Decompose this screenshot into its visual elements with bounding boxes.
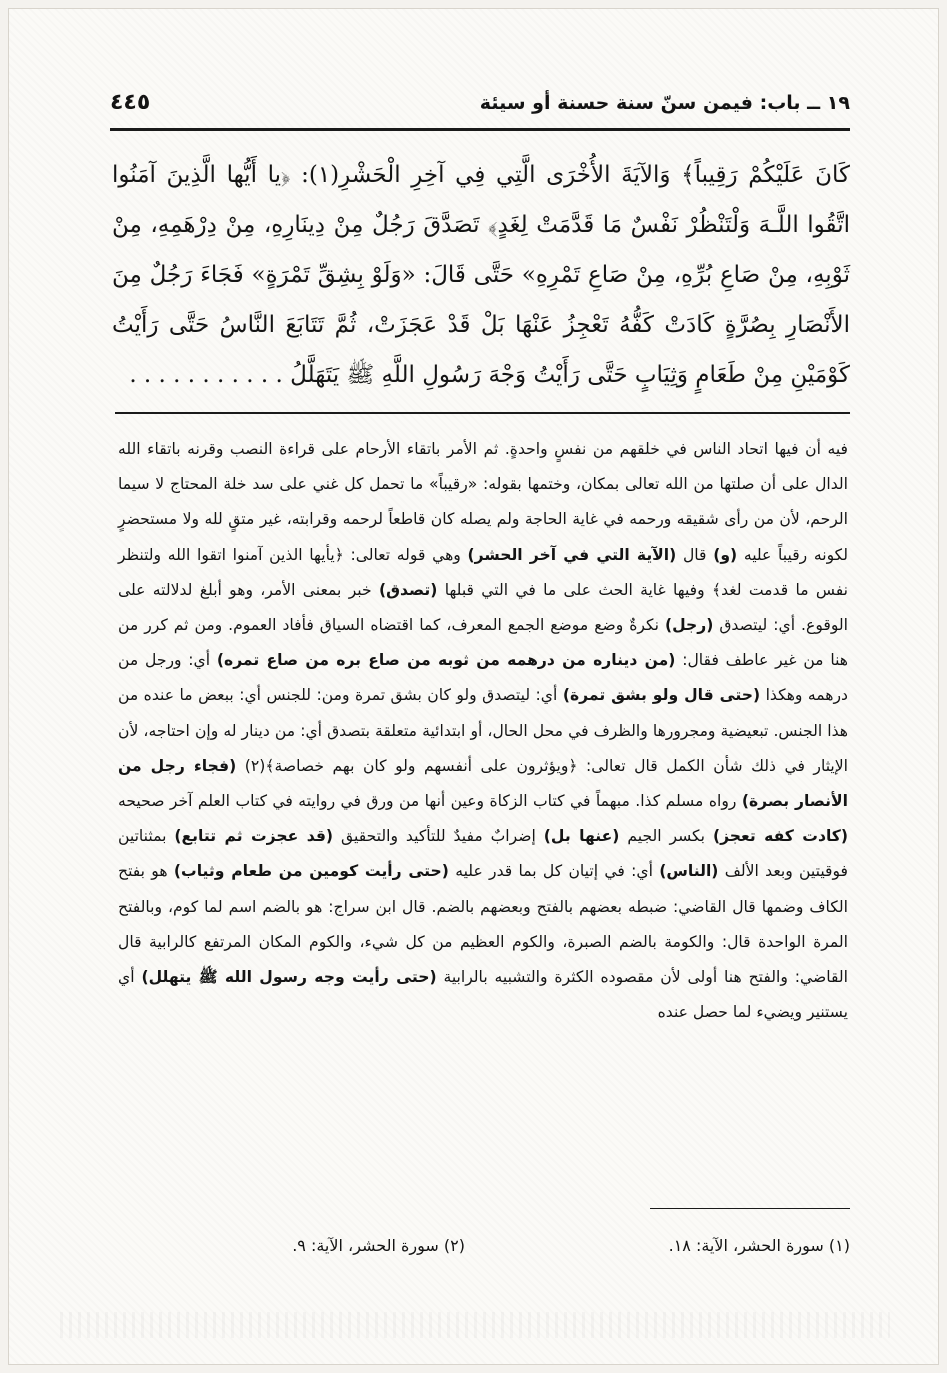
page-border-ornament [60,1312,890,1338]
commentary-segment: أي: ورجل من درهمه وهكذا [118,651,848,705]
commentary-quote: (رجل) [664,616,714,635]
commentary-quote: (تصدق) [378,580,438,599]
footnote-2: (٢) سورة الحشر، الآية: ٩. [292,1236,465,1255]
hadith-paragraph: كَانَ عَلَيْكُمْ رَقِيباً﴾ وَالآيَةَ الأُخْرَى الَّتِي فِي آخِرِ الْحَشْرِ(١): ﴿يا أَيُّها الَّذِينَ آمَنُوا اتَّقُوا اللَّـهَ وَلْتَنْظُرْ نَفْسٌ مَا قَدَّمَتْ لِغَدٍ﴾ تَصَدَّقَ رَجُلٌ مِنْ دِينَارِهِ، مِنْ دِرْهَمِهِ، مِنْ ثَوْبِهِ، مِنْ صَاعِ بُرِّهِ، مِنْ صَاعِ تَمْرِهِ» حَتَّى قَالَ: «وَلَوْ بِشِقِّ تَمْرَةٍ» فَجَاءَ رَجُلٌ مِنَ الأَنْصَارِ بِصُرَّةٍ كَادَتْ كَفُّهُ تَعْجِزُ عَنْهَا بَلْ قَدْ عَجَزَتْ، ثُمَّ تَتَابَعَ النَّاسُ حَتَّى رَأَيْتُ كَوْمَيْنِ مِنْ طَعَامٍ وَثِيَابٍ حَتَّى رَأَيْتُ وَجْهَ رَسُولِ اللَّهِ ﷺ يَتَهَلَّلُ . . . . . . . . . . . [112,162,850,388]
commentary-quote: (الناس) [659,862,719,881]
commentary-segment: أي: ليتصدق ولو كان بشق تمرة ومن: للجنس أي: ببعض ما عنده من هذا الجنس. تبعيضية ومجرورها والظرف في محل الحال، أو ابتدائية متعلقة بتصدق أي: من دينار له وإن احتاجه، لأن الإيثار في ذلك شأن الكمل قال تعالى: ﴿ويؤثرون على أنفسهم ولو كان بهم خصاصة﴾(٢) [118,686,848,775]
page-number: ٤٤٥ [110,90,151,115]
commentary-segment: هو بفتح الكاف وضمها قال القاضي: ضبطه بعضهم بالفتح وبعضهم بالضم. قال ابن سراج: هو بالضم اسم لما كوم، وبالفتح المرة الواحدة قال: والكومة بالضم الصبرة، والكوم العظيم من كل شيء، والكوم المكان المرتفع كالرابية قال القاضي: والفتح هنا أولى لأن مقصوده الكثرة والتشبيه بالرابية [118,862,848,987]
commentary-quote: (قد عجزت ثم تتابع) [174,827,334,846]
header-rule [110,128,850,131]
commentary-segment: أي يستنير ويضيء لما حصل عنده [118,968,848,1022]
commentary-segment: نكرةٌ وضع موضع الجمع المعرف، كما اقتضاه السياق فأفاد العموم. ومن ثم كرر من هنا من غير عاطف فقال: [118,616,848,670]
commentary-quote: (حتى قال ولو بشق تمرة) [562,686,761,705]
commentary-segment: أي: في إتيان كل بما قدر عليه [455,862,653,881]
commentary-paragraph [118,432,848,1030]
commentary-quote: (عنها بل) [543,827,620,846]
commentary-segment: قال [682,545,707,564]
chapter-title: ١٩ ــ باب: فيمن سنّ سنة حسنة أو سيئة [479,92,850,114]
footnotes [150,1236,850,1266]
commentary-segment: وهي قوله تعالى: ﴿يأيها الذين آمنوا اتقوا الله ولتنظر نفس ما قدمت لغد﴾ وفيها غاية الحث على ما في التي قبلها [118,545,848,599]
commentary-quote: (و) [713,545,738,564]
commentary-segment: رواه مسلم كذا. مبهماً في كتاب الزكاة وعين أنها من ورق في روايته في كتاب العلم آخر صحيحه [118,792,737,811]
commentary-quote: (من ديناره من درهمه من ثوبه من صاع بره من صاع تمره) [216,651,676,670]
hadith-text [112,150,850,400]
commentary-quote: (كادت كفه تعجز) [712,827,848,846]
commentary-segment: إضرابٌ مفيدٌ للتأكيد والتحقيق [341,827,536,846]
commentary-quote: (الآية التي في آخر الحشر) [467,545,677,564]
page-header [110,86,850,126]
commentary-segment: فيه أن فيها اتحاد الناس في خلقهم من نفسٍ واحدةٍ. ثم الأمر باتقاء الأرحام على قراءة النصب وقرنه باتقاء الله الدال على أن صلتها من الله تعالى بمكان، وختمها بقوله: «رقيباً» ما تحمل كل غني على سد خلة المحتاج لا سيما الرحم، لأن من رأى شقيقه ورحمه في غاية الحاجة ولم يصله كان قاطعاً لرحمه وقرابته، غير متقٍ لله ولا مستحضرٍ لكونه رقيباً عليه [118,440,848,564]
commentary-quote: (حتى رأيت كومين من طعام وثياب) [173,862,449,881]
commentary-quote: (حتى رأيت وجه رسول الله ﷺ يتهلل) [141,968,437,987]
commentary-segment: خبر بمعنى الأمر، وهو أبلغ لدلالته على الوقوع. أي: ليتصدق [118,580,848,635]
commentary-text [118,432,848,1030]
section-divider [115,412,850,414]
footnote-rule [650,1208,850,1209]
footnote-1: (١) سورة الحشر، الآية: ١٨. [668,1236,850,1255]
commentary-segment: بمثناتين فوقيتين وبعد الألف [118,827,848,881]
commentary-quote: (فجاء رجل من الأنصار بصرة) [118,756,848,811]
commentary-segment: بكسر الجيم [627,827,706,846]
